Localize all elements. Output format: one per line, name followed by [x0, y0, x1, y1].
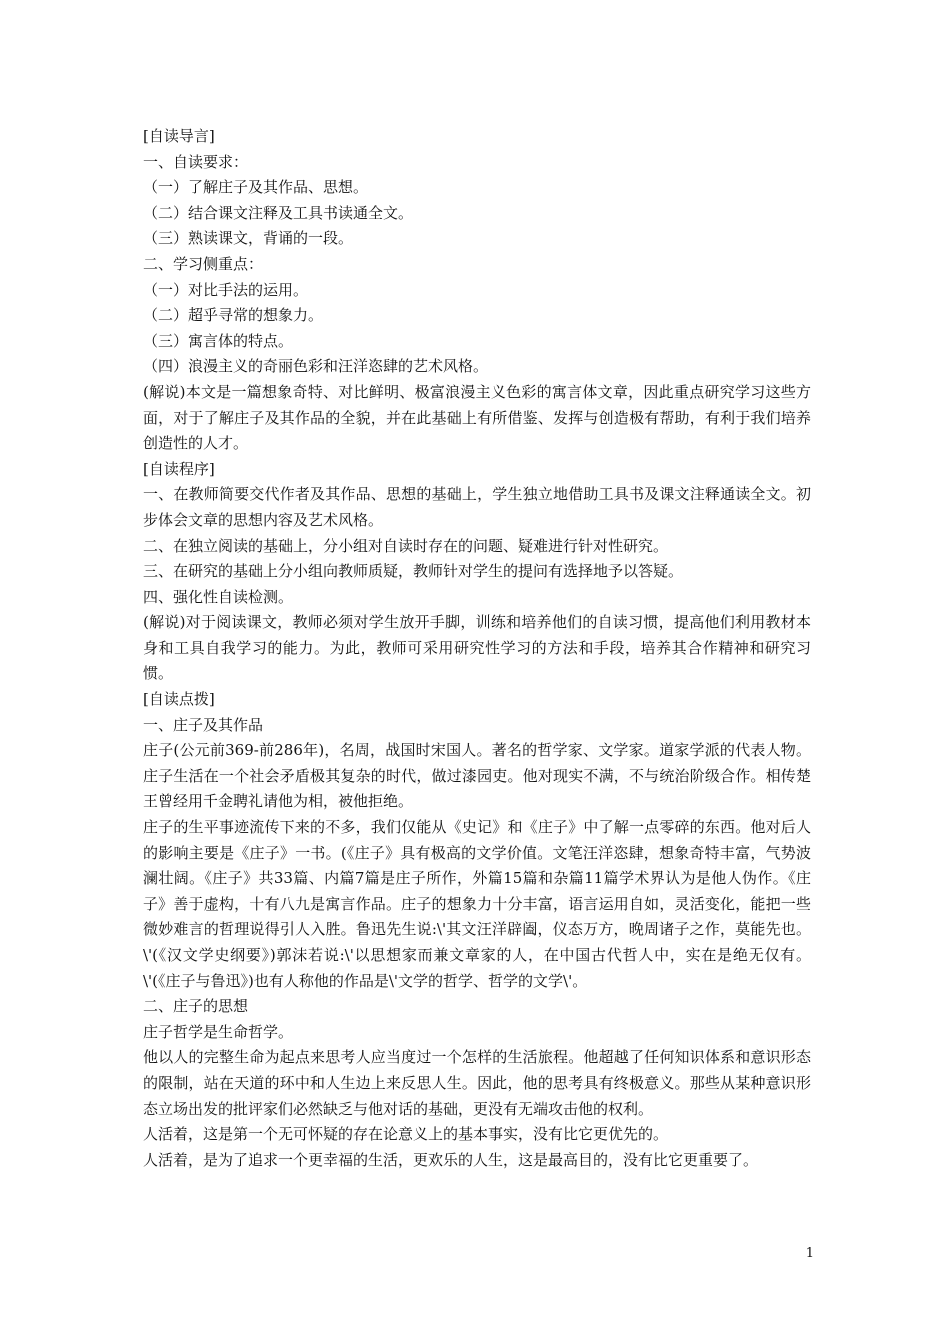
page-number: 1 [805, 1246, 814, 1261]
text-line: （一）对比手法的运用。 [143, 280, 309, 299]
text-line: 三、在研究的基础上分小组向教师质疑，教师针对学生的提问有选择地予以答疑。 [143, 562, 684, 581]
works-paragraph: 庄子的生平事迹流传下来的不多，我们仅能从《史记》和《庄子》中了解一点零碎的东西。他对后人的影响主要是《庄子》一书。(《庄子》具有极高的文学价值。文笔汪洋恣肆，想象奇特丰富，气势波澜壮阔。《庄子》共33篇、内篇7篇是庄子所作，外篇15篇和杂篇11篇学术界认为是他人伪作。《庄子》善于虚构，十有八九是寓言作品。庄子的想象力十分丰富，语言运用自如，灵活变化，能把一些微妙难言的哲理说得引人入胜。鲁迅先生说:\'其文汪洋辟阖，仪态万方，晚周诸子之作，莫能先也。\'(《汉文学史纲要》)郭沫若说:\'以思想家而兼文章家的人，在中国古代哲人中，实在是绝无仅有。\'(《庄子与鲁迅》)也有人称他的作品是\'文学的哲学、哲学的文学\'。 [143, 818, 811, 990]
explanation-paragraph: (解说)对于阅读课文，教师必须对学生放开手脚，训练和培养他们的自读习惯，提高他们利用教材本身和工具自我学习的能力。为此，教师可采用研究性学习的方法和手段，培养其合作精神和研究习惯。 [143, 613, 811, 683]
text-line: （二）结合课文注释及工具书读通全文。 [143, 203, 414, 222]
text-line: （三）寓言体的特点。 [143, 331, 294, 350]
section-heading-reading-procedure: [自读程序] [143, 459, 215, 478]
text-line: 二、学习侧重点： [143, 254, 264, 273]
section-heading-reading-tips: [自读点拨] [143, 690, 215, 709]
text-line: 庄子哲学是生命哲学。 [143, 1022, 294, 1041]
section-heading-reading-guide: [自读导言] [143, 127, 215, 145]
explanation-paragraph: (解说)本文是一篇想象奇特、对比鲜明、极富浪漫主义色彩的寓言体文章，因此重点研究学习这些方面，对于了解庄子及其作品的全貌，并在此基础上有所借鉴、发挥与创造极有帮助，有利于我们培养创造性的人才。 [143, 382, 811, 453]
text-line: 一、自读要求： [143, 152, 249, 171]
text-line: 人活着，这是第一个无可怀疑的存在论意义上的基本事实，没有比它更优先的。 [143, 1125, 669, 1144]
text-line: （四）浪漫主义的奇丽色彩和汪洋恣肆的艺术风格。 [143, 357, 489, 376]
text-line: 二、在独立阅读的基础上，分小组对自读时存在的问题、疑难进行针对性研究。 [143, 536, 669, 555]
philosophy-paragraph: 他以人的完整生命为起点来思考人应当度过一个怎样的生活旅程。他超越了任何知识体系和意识形态的限制，站在天道的环中和人生边上来反思人生。因此，他的思考具有终极意义。那些从某种意识形态立场出发的批评家们必然缺乏与他对话的基础，更没有无端攻击他的权利。 [143, 1048, 811, 1118]
biography-paragraph: 庄子(公元前369-前286年)，名周，战国时宋国人。著名的哲学家、文学家。道家学派的代表人物。庄子生活在一个社会矛盾极其复杂的时代，做过漆园吏。他对现实不满，不与统治阶级合作。相传楚王曾经用千金聘礼请他为相，被他拒绝。 [143, 741, 811, 811]
text-line: （二）超乎寻常的想象力。 [143, 306, 324, 325]
procedure-paragraph: 一、在教师简要交代作者及其作品、思想的基础上，学生独立地借助工具书及课文注释通读全文。初步体会文章的思想内容及艺术风格。 [143, 485, 811, 529]
text-line: （一）了解庄子及其作品、思想。 [143, 178, 369, 197]
subheading: 二、庄子的思想 [143, 997, 249, 1016]
subheading: 一、庄子及其作品 [143, 715, 264, 734]
text-line: 人活着，是为了追求一个更幸福的生活，更欢乐的人生，这是最高目的，没有比它更重要了。 [143, 1150, 759, 1169]
text-line: （三）熟读课文，背诵的一段。 [143, 229, 354, 248]
document-body [143, 124, 811, 1173]
text-line: 四、强化性自读检测。 [143, 587, 294, 606]
